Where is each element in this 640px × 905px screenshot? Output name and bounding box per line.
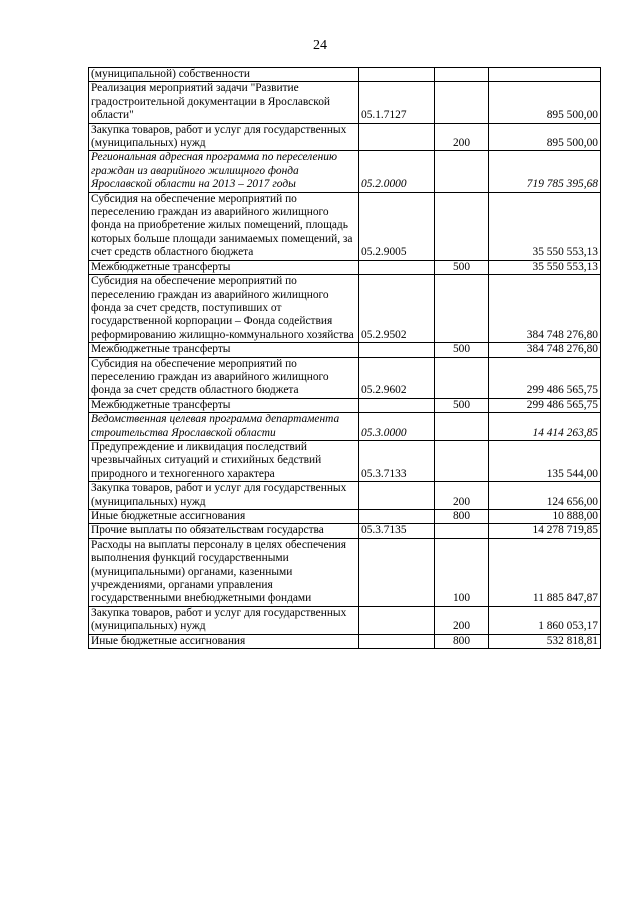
table-row — [89, 275, 601, 343]
row-sum-cell: 299 486 565,75 — [489, 357, 601, 398]
row-type-cell — [435, 82, 489, 123]
row-sum-cell: 124 656,00 — [489, 482, 601, 510]
row-code-cell: 05.2.9602 — [359, 357, 435, 398]
row-type-cell: 800 — [435, 510, 489, 524]
table-row — [89, 538, 601, 606]
table-row — [89, 68, 601, 82]
table-row — [89, 260, 601, 274]
row-name-cell: Закупка товаров, работ и услуг для государственных (муниципальных) нужд — [89, 123, 359, 151]
page-number: 24 — [313, 38, 327, 53]
row-type-cell — [435, 68, 489, 82]
row-code-cell: 05.1.7127 — [359, 82, 435, 123]
row-code-cell — [359, 606, 435, 634]
row-name-cell: Расходы на выплаты персоналу в целях обеспечения выполнения функций государственными (муниципальными) органами, казенными учреждениями, органами управления государственными внебюджетными фондами — [89, 538, 359, 606]
table-row — [89, 192, 601, 260]
row-type-cell: 500 — [435, 343, 489, 357]
table-row — [89, 123, 601, 151]
row-code-cell — [359, 343, 435, 357]
table-row — [89, 440, 601, 481]
row-name-cell: Ведомственная целевая программа департамента строительства Ярославской области — [89, 413, 359, 441]
row-code-cell — [359, 482, 435, 510]
row-sum-cell: 35 550 553,13 — [489, 260, 601, 274]
row-sum-cell: 35 550 553,13 — [489, 192, 601, 260]
row-type-cell: 500 — [435, 260, 489, 274]
row-type-cell — [435, 275, 489, 343]
row-type-cell: 200 — [435, 482, 489, 510]
row-name-cell: Закупка товаров, работ и услуг для государственных (муниципальных) нужд — [89, 606, 359, 634]
row-name-cell: Субсидия на обеспечение мероприятий по переселению граждан из аварийного жилищного фонда за счет средств, поступивших от государственной корпорации – Фонда содействия реформированию жилищно-коммунального хозяйства — [89, 275, 359, 343]
row-sum-cell: 11 885 847,87 — [489, 538, 601, 606]
row-name-cell: Закупка товаров, работ и услуг для государственных (муниципальных) нужд — [89, 482, 359, 510]
row-code-cell: 05.3.0000 — [359, 413, 435, 441]
table-row — [89, 398, 601, 412]
table-row — [89, 606, 601, 634]
row-code-cell — [359, 123, 435, 151]
table-row — [89, 151, 601, 192]
row-name-cell: Субсидия на обеспечение мероприятий по переселению граждан из аварийного жилищного фонда на приобретение жилых помещений, площадь которых больше площади занимаемых помещений, за счет средств областного бюджета — [89, 192, 359, 260]
table-row — [89, 634, 601, 648]
row-code-cell: 05.3.7135 — [359, 524, 435, 538]
table-row — [89, 413, 601, 441]
row-sum-cell — [489, 68, 601, 82]
row-sum-cell: 1 860 053,17 — [489, 606, 601, 634]
row-sum-cell: 384 748 276,80 — [489, 343, 601, 357]
row-code-cell: 05.2.9502 — [359, 275, 435, 343]
row-type-cell — [435, 357, 489, 398]
row-type-cell: 800 — [435, 634, 489, 648]
row-sum-cell: 14 278 719,85 — [489, 524, 601, 538]
row-type-cell — [435, 413, 489, 441]
row-name-cell: (муниципальной) собственности — [89, 68, 359, 82]
budget-table-body — [89, 68, 601, 649]
row-code-cell — [359, 634, 435, 648]
row-name-cell: Межбюджетные трансферты — [89, 343, 359, 357]
row-type-cell: 200 — [435, 123, 489, 151]
row-name-cell: Иные бюджетные ассигнования — [89, 510, 359, 524]
row-name-cell: Предупреждение и ликвидация последствий чрезвычайных ситуаций и стихийных бедствий природного и техногенного характера — [89, 440, 359, 481]
row-type-cell: 200 — [435, 606, 489, 634]
row-type-cell — [435, 151, 489, 192]
table-row — [89, 343, 601, 357]
row-type-cell — [435, 192, 489, 260]
row-sum-cell: 532 818,81 — [489, 634, 601, 648]
row-type-cell: 100 — [435, 538, 489, 606]
row-code-cell — [359, 510, 435, 524]
row-type-cell: 500 — [435, 398, 489, 412]
row-sum-cell: 719 785 395,68 — [489, 151, 601, 192]
table-row — [89, 524, 601, 538]
table-row — [89, 82, 601, 123]
row-name-cell: Межбюджетные трансферты — [89, 398, 359, 412]
row-name-cell: Межбюджетные трансферты — [89, 260, 359, 274]
row-sum-cell: 14 414 263,85 — [489, 413, 601, 441]
row-code-cell — [359, 260, 435, 274]
row-sum-cell: 10 888,00 — [489, 510, 601, 524]
budget-table — [88, 67, 601, 649]
row-name-cell: Иные бюджетные ассигнования — [89, 634, 359, 648]
table-row — [89, 510, 601, 524]
row-type-cell — [435, 524, 489, 538]
row-code-cell: 05.2.9005 — [359, 192, 435, 260]
row-code-cell — [359, 538, 435, 606]
row-code-cell — [359, 398, 435, 412]
row-name-cell: Субсидия на обеспечение мероприятий по переселению граждан из аварийного жилищного фонда за счет средств областного бюджета — [89, 357, 359, 398]
row-code-cell: 05.3.7133 — [359, 440, 435, 481]
row-sum-cell: 895 500,00 — [489, 82, 601, 123]
row-name-cell: Региональная адресная программа по переселению граждан из аварийного жилищного фонда Ярославской области на 2013 – 2017 годы — [89, 151, 359, 192]
row-code-cell: 05.2.0000 — [359, 151, 435, 192]
table-row — [89, 357, 601, 398]
row-sum-cell: 384 748 276,80 — [489, 275, 601, 343]
row-sum-cell: 895 500,00 — [489, 123, 601, 151]
table-row — [89, 482, 601, 510]
row-type-cell — [435, 440, 489, 481]
row-sum-cell: 135 544,00 — [489, 440, 601, 481]
row-sum-cell: 299 486 565,75 — [489, 398, 601, 412]
row-name-cell: Реализация мероприятий задачи "Развитие градостроительной документации в Ярославской области" — [89, 82, 359, 123]
row-code-cell — [359, 68, 435, 82]
row-name-cell: Прочие выплаты по обязательствам государства — [89, 524, 359, 538]
